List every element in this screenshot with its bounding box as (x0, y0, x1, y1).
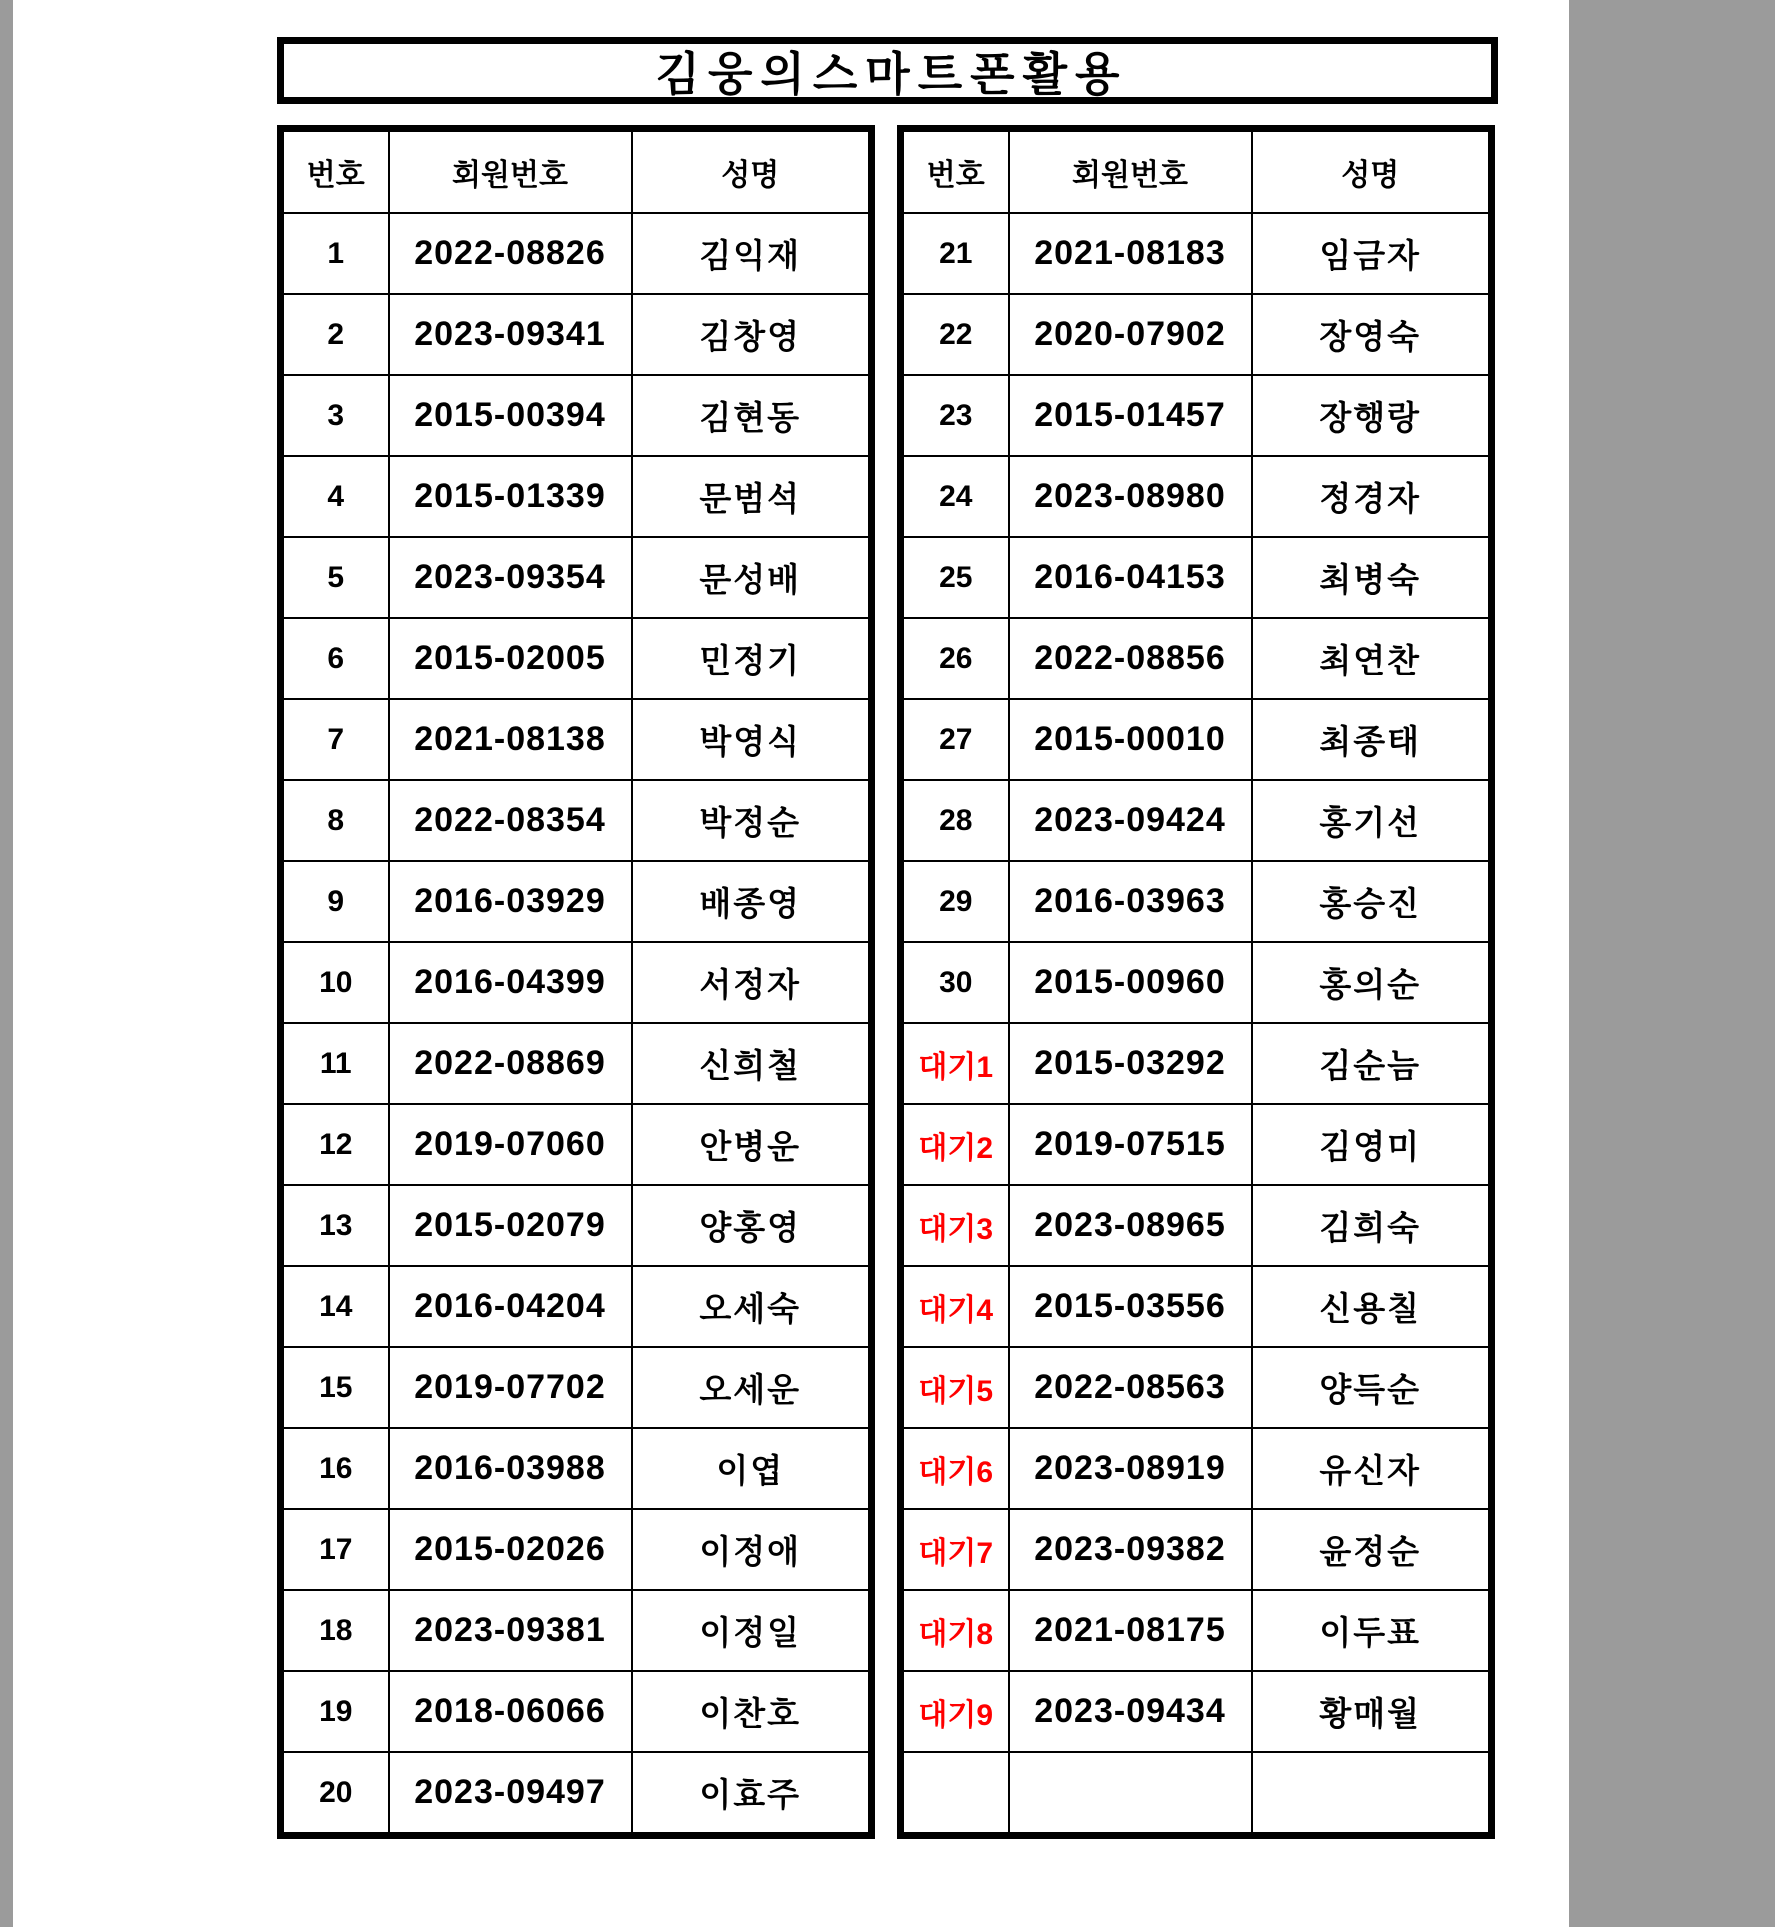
row-number-cell: 대기9 (901, 1671, 1009, 1752)
member-number-cell: 2015-01457 (1009, 375, 1252, 456)
table-row (281, 537, 872, 618)
table-row (901, 375, 1492, 456)
name-cell: 김익재 (632, 213, 872, 294)
name-cell: 이찬호 (632, 1671, 872, 1752)
member-number-cell: 2022-08563 (1009, 1347, 1252, 1428)
member-number-cell: 2016-04399 (389, 942, 632, 1023)
header-name: 성명 (632, 129, 872, 214)
table-row (901, 1185, 1492, 1266)
row-number-cell (901, 1752, 1009, 1836)
header-row (901, 129, 1492, 214)
name-cell (1252, 1752, 1492, 1836)
name-cell: 황매월 (1252, 1671, 1492, 1752)
name-cell: 김창영 (632, 294, 872, 375)
row-number-cell: 19 (281, 1671, 389, 1752)
name-cell: 김현동 (632, 375, 872, 456)
row-number-cell: 4 (281, 456, 389, 537)
table-row (901, 1104, 1492, 1185)
member-number-cell: 2021-08138 (389, 699, 632, 780)
table-row (901, 699, 1492, 780)
table-row (281, 1347, 872, 1428)
name-cell: 최병숙 (1252, 537, 1492, 618)
member-number-cell: 2023-09497 (389, 1752, 632, 1836)
name-cell: 임금자 (1252, 213, 1492, 294)
member-number-cell: 2022-08826 (389, 213, 632, 294)
viewer-gutter-right (1569, 0, 1775, 1927)
row-number-cell: 27 (901, 699, 1009, 780)
member-number-cell: 2021-08183 (1009, 213, 1252, 294)
member-number-cell: 2018-06066 (389, 1671, 632, 1752)
name-cell: 홍의순 (1252, 942, 1492, 1023)
table-row (281, 1590, 872, 1671)
name-cell: 이정애 (632, 1509, 872, 1590)
name-cell: 오세운 (632, 1347, 872, 1428)
member-number-cell: 2023-08919 (1009, 1428, 1252, 1509)
row-number-cell: 22 (901, 294, 1009, 375)
row-number-cell: 12 (281, 1104, 389, 1185)
member-number-cell: 2019-07060 (389, 1104, 632, 1185)
member-number-cell: 2019-07515 (1009, 1104, 1252, 1185)
name-cell: 최연찬 (1252, 618, 1492, 699)
row-number-cell: 대기2 (901, 1104, 1009, 1185)
name-cell: 민정기 (632, 618, 872, 699)
table-row (901, 1752, 1492, 1836)
member-number-cell: 2015-02079 (389, 1185, 632, 1266)
table-row (281, 699, 872, 780)
name-cell: 박영식 (632, 699, 872, 780)
row-number-cell: 대기6 (901, 1428, 1009, 1509)
name-cell: 이정일 (632, 1590, 872, 1671)
name-cell: 정경자 (1252, 456, 1492, 537)
member-number-cell: 2016-03988 (389, 1428, 632, 1509)
member-number-cell: 2016-03929 (389, 861, 632, 942)
row-number-cell: 7 (281, 699, 389, 780)
name-cell: 문성배 (632, 537, 872, 618)
row-number-cell: 24 (901, 456, 1009, 537)
name-cell: 장행랑 (1252, 375, 1492, 456)
row-number-cell: 11 (281, 1023, 389, 1104)
row-number-cell: 16 (281, 1428, 389, 1509)
name-cell: 김영미 (1252, 1104, 1492, 1185)
row-number-cell: 20 (281, 1752, 389, 1836)
row-number-cell: 23 (901, 375, 1009, 456)
member-number-cell: 2019-07702 (389, 1347, 632, 1428)
name-cell: 문범석 (632, 456, 872, 537)
name-cell: 양득순 (1252, 1347, 1492, 1428)
member-number-cell: 2020-07902 (1009, 294, 1252, 375)
row-number-cell: 대기3 (901, 1185, 1009, 1266)
header-row (281, 129, 872, 214)
member-table-right-body (901, 213, 1492, 1836)
row-number-cell: 9 (281, 861, 389, 942)
member-number-cell: 2023-08965 (1009, 1185, 1252, 1266)
row-number-cell: 대기7 (901, 1509, 1009, 1590)
row-number-cell: 13 (281, 1185, 389, 1266)
header-name: 성명 (1252, 129, 1492, 214)
row-number-cell: 17 (281, 1509, 389, 1590)
table-row (901, 1590, 1492, 1671)
name-cell: 서정자 (632, 942, 872, 1023)
member-number-cell: 2015-03556 (1009, 1266, 1252, 1347)
row-number-cell: 대기1 (901, 1023, 1009, 1104)
table-row (901, 456, 1492, 537)
name-cell: 박정순 (632, 780, 872, 861)
name-cell: 최종태 (1252, 699, 1492, 780)
table-row (281, 1185, 872, 1266)
member-number-cell: 2022-08354 (389, 780, 632, 861)
name-cell: 이효주 (632, 1752, 872, 1836)
table-row (901, 1266, 1492, 1347)
name-cell: 김희숙 (1252, 1185, 1492, 1266)
name-cell: 오세숙 (632, 1266, 872, 1347)
row-number-cell: 대기4 (901, 1266, 1009, 1347)
member-number-cell: 2015-00960 (1009, 942, 1252, 1023)
title-box (277, 37, 1498, 104)
table-row (281, 456, 872, 537)
table-row (281, 1266, 872, 1347)
viewer-gutter-left (0, 0, 13, 1927)
table-row (281, 942, 872, 1023)
header-member-no: 회원번호 (389, 129, 632, 214)
member-number-cell: 2022-08856 (1009, 618, 1252, 699)
table-row (281, 1509, 872, 1590)
row-number-cell: 2 (281, 294, 389, 375)
row-number-cell: 29 (901, 861, 1009, 942)
member-table-right (897, 125, 1495, 1839)
member-number-cell: 2023-09381 (389, 1590, 632, 1671)
member-number-cell: 2015-03292 (1009, 1023, 1252, 1104)
name-cell: 장영숙 (1252, 294, 1492, 375)
member-number-cell: 2015-00394 (389, 375, 632, 456)
member-number-cell: 2023-09341 (389, 294, 632, 375)
table-row (281, 1752, 872, 1836)
row-number-cell: 14 (281, 1266, 389, 1347)
document-page (13, 0, 1569, 1927)
member-number-cell: 2015-00010 (1009, 699, 1252, 780)
table-row (901, 537, 1492, 618)
member-number-cell: 2023-09434 (1009, 1671, 1252, 1752)
row-number-cell: 21 (901, 213, 1009, 294)
name-cell: 안병운 (632, 1104, 872, 1185)
table-row (281, 780, 872, 861)
table-row (901, 942, 1492, 1023)
row-number-cell: 8 (281, 780, 389, 861)
name-cell: 배종영 (632, 861, 872, 942)
member-number-cell: 2016-04153 (1009, 537, 1252, 618)
name-cell: 홍기선 (1252, 780, 1492, 861)
member-number-cell: 2015-01339 (389, 456, 632, 537)
member-number-cell: 2016-04204 (389, 1266, 632, 1347)
page-title: 김웅의스마트폰활용 (655, 47, 1128, 100)
header-member-no: 회원번호 (1009, 129, 1252, 214)
table-row (901, 618, 1492, 699)
table-row (901, 1347, 1492, 1428)
table-row (281, 213, 872, 294)
name-cell: 유신자 (1252, 1428, 1492, 1509)
member-number-cell: 2015-02005 (389, 618, 632, 699)
name-cell: 양홍영 (632, 1185, 872, 1266)
member-number-cell: 2023-09424 (1009, 780, 1252, 861)
row-number-cell: 5 (281, 537, 389, 618)
row-number-cell: 1 (281, 213, 389, 294)
table-row (901, 1671, 1492, 1752)
row-number-cell: 15 (281, 1347, 389, 1428)
row-number-cell: 28 (901, 780, 1009, 861)
row-number-cell: 10 (281, 942, 389, 1023)
member-number-cell: 2021-08175 (1009, 1590, 1252, 1671)
row-number-cell: 6 (281, 618, 389, 699)
member-table-left-body (281, 213, 872, 1836)
name-cell: 신희철 (632, 1023, 872, 1104)
row-number-cell: 18 (281, 1590, 389, 1671)
table-row (281, 1023, 872, 1104)
table-row (281, 1104, 872, 1185)
table-row (901, 294, 1492, 375)
header-no: 번호 (281, 129, 389, 214)
name-cell: 이두표 (1252, 1590, 1492, 1671)
table-row (281, 618, 872, 699)
table-row (901, 1023, 1492, 1104)
row-number-cell: 대기5 (901, 1347, 1009, 1428)
name-cell: 신용칠 (1252, 1266, 1492, 1347)
member-number-cell: 2016-03963 (1009, 861, 1252, 942)
table-row (281, 1671, 872, 1752)
row-number-cell: 30 (901, 942, 1009, 1023)
member-number-cell (1009, 1752, 1252, 1836)
table-row (281, 375, 872, 456)
row-number-cell: 대기8 (901, 1590, 1009, 1671)
table-row (281, 294, 872, 375)
name-cell: 김순늠 (1252, 1023, 1492, 1104)
table-row (901, 1509, 1492, 1590)
member-number-cell: 2022-08869 (389, 1023, 632, 1104)
table-row (901, 780, 1492, 861)
table-row (901, 861, 1492, 942)
table-row (281, 1428, 872, 1509)
header-no: 번호 (901, 129, 1009, 214)
member-number-cell: 2023-08980 (1009, 456, 1252, 537)
table-row (901, 213, 1492, 294)
member-table-left (277, 125, 875, 1839)
row-number-cell: 26 (901, 618, 1009, 699)
table-row (901, 1428, 1492, 1509)
name-cell: 이엽 (632, 1428, 872, 1509)
name-cell: 윤정순 (1252, 1509, 1492, 1590)
member-number-cell: 2015-02026 (389, 1509, 632, 1590)
member-number-cell: 2023-09354 (389, 537, 632, 618)
row-number-cell: 25 (901, 537, 1009, 618)
member-number-cell: 2023-09382 (1009, 1509, 1252, 1590)
table-row (281, 861, 872, 942)
name-cell: 홍승진 (1252, 861, 1492, 942)
row-number-cell: 3 (281, 375, 389, 456)
